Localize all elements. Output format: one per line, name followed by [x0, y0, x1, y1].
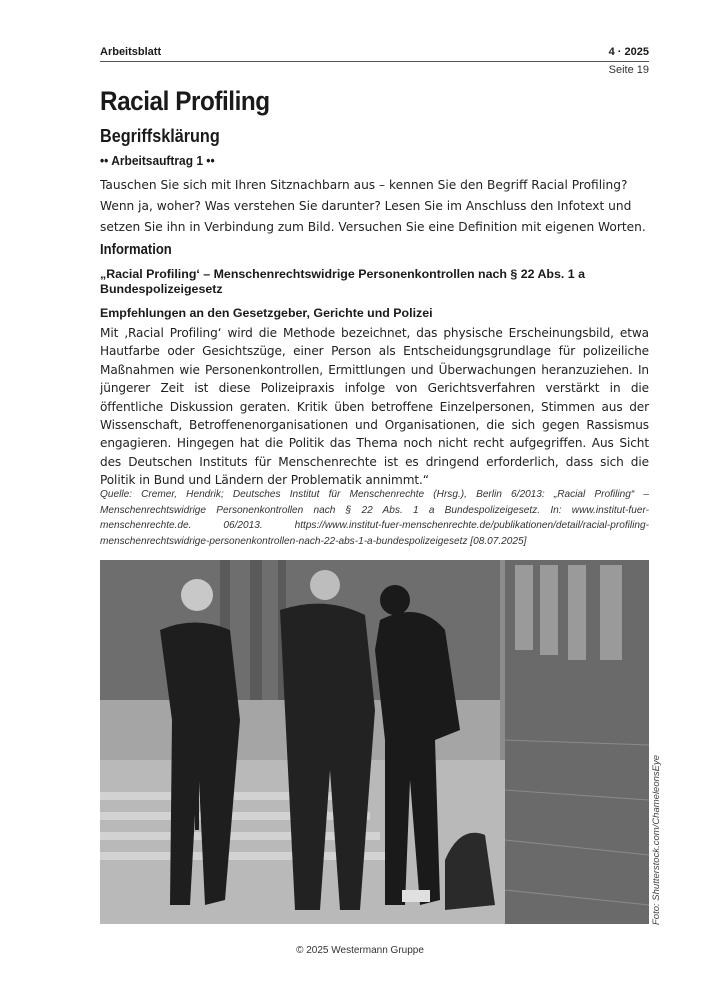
page-number: Seite 19 [608, 64, 649, 76]
source-citation: Quelle: Cremer, Hendrik; Deutsches Institut für Menschenrechte (Hrsg.), Berlin 6/2013: „Racial Profiling“ – Menschenrechtswidrige Personenkontrollen nach § 22 Abs. 1 a Bundespolizeigesetz. In: www.institut-fuer-menschenrechte.de. 06/2013. https://www.institut-fuer-menschenrechte.de/publikationen/detail/racial-profiling-menschenrechtswidrige-personenkontrollen-nach-22-abs-1-a-bundespolizeigesetz [08.07.2025] [100, 489, 649, 547]
information-title: „Racial Profiling‘ – Menschenrechtswidrige Personenkontrollen nach § 22 Abs. 1 a Bundespolizeigesetz [100, 267, 585, 296]
issue-label: 4 · 2025 [608, 46, 649, 58]
photo-credit: Foto: Shutterstock.com/ChameleonsEye [651, 754, 662, 925]
task-label: •• Arbeitsauftrag 1 •• [100, 153, 215, 168]
information-body: Mit ‚Racial Profiling‘ wird die Methode bezeichnet, das physische Erscheinungsbild, etwa Hautfarbe oder Gesichtszüge, einer Person als Entscheidungsgrundlage für polizeiliche Maßnahmen wie Personenkontrollen, Ermittlungen und Überwachungen heranzuziehen. In jüngerer Zeit ist diese Polizeipraxis infolge von Gerichtsverfahren verstärkt in die öffentliche Diskussion geraten. Kritik üben betroffene Einzelpersonen, Stimmen aus der Wissenschaft, Betroffenenorganisationen und Organisationen, die sich gegen Rassismus engagieren. Hingegen hat die Politik das Thema noch nicht recht aufgegriffen. Aus Sicht des Deutschen Instituts für Menschenrechte ist es dringend erforderlich, dass sich die Politik in Bund und Ländern der Problematik annimmt.“ [100, 326, 649, 488]
page-header [100, 46, 649, 62]
police-stop-photo [100, 560, 649, 924]
section-label: Arbeitsblatt [100, 46, 162, 58]
page-subtitle: Begriffsklärung [100, 126, 220, 146]
photo-illustration [100, 560, 649, 924]
task-text: Tauschen Sie sich mit Ihren Sitznachbarn aus – kennen Sie den Begriff Racial Profiling? Wenn ja, woher? Was verstehen Sie darunter? Lesen Sie im Anschluss den Infotext und setzen Sie ihn in Verbindung zum Bild. Versuchen Sie eine Definition mit eigenen Worten. [100, 178, 646, 234]
copyright-footer: © 2025 Westermann Gruppe [296, 945, 424, 956]
information-heading: Information [100, 242, 172, 258]
header-divider [100, 61, 649, 62]
page-title: Racial Profiling [100, 86, 270, 116]
information-subheading: Empfehlungen an den Gesetzgeber, Gerichte und Polizei [100, 306, 433, 320]
